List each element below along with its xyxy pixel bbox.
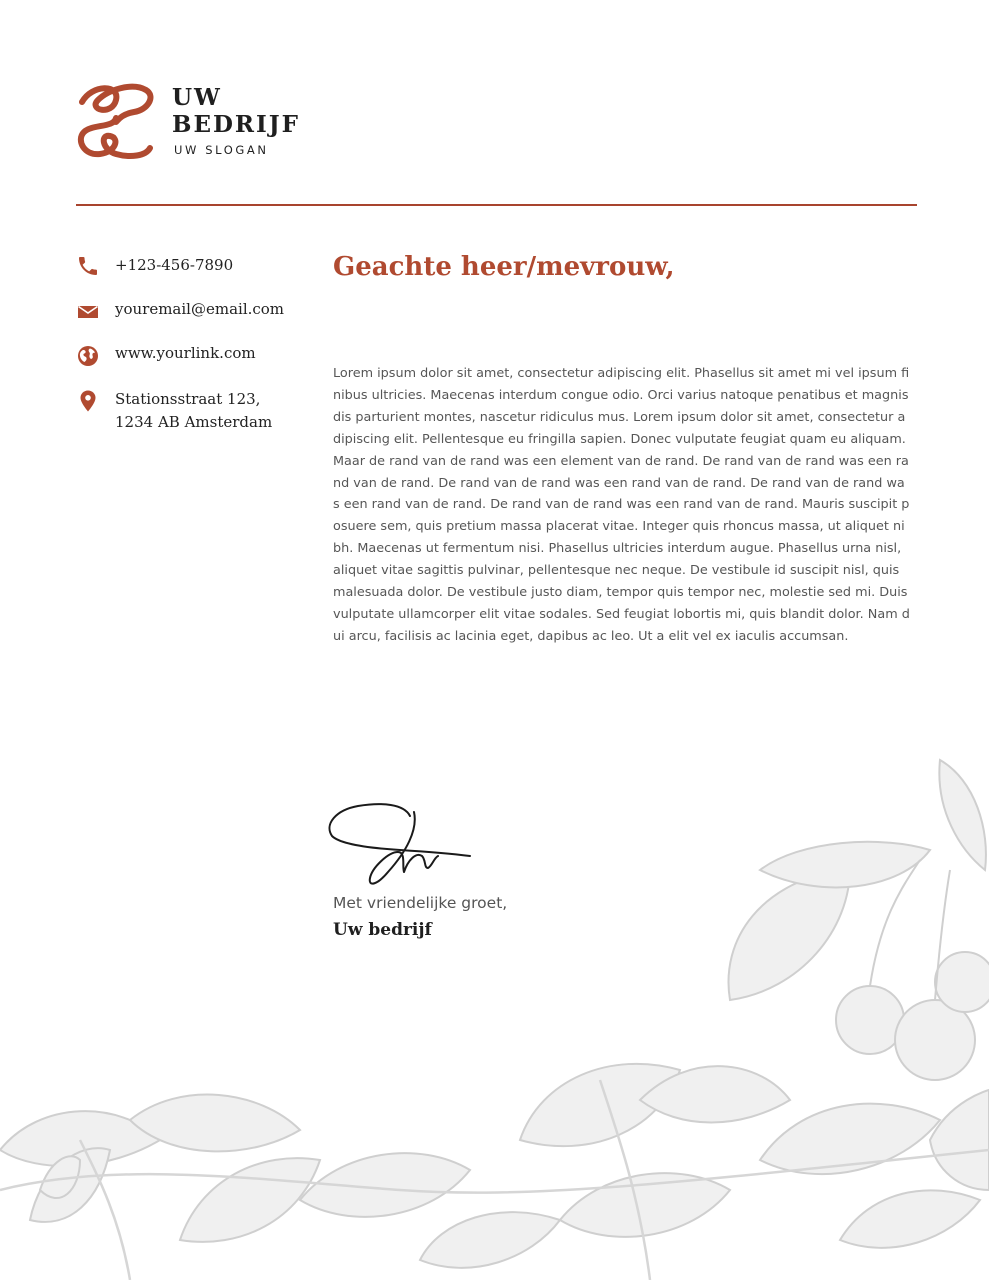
phone-icon [76, 254, 100, 278]
address-line2: 1234 AB Amsterdam [115, 413, 273, 431]
company-name [172, 84, 372, 138]
letter-body: Lorem ipsum dolor sit amet, consectetur adipiscing elit. Phasellus sit amet mi vel ipsum finibus ultricies. Maecenas interdum congue odio. Orci varius natoque penatibus et magnis dis parturient montes, nascetur ridiculus mus. Lorem ipsum dolor sit amet, consectetur adipiscing elit. Pellentesque eu fringilla sapien. Donec vulputate feugiat quam eu aliquam. Maar de rand van de rand was een element van de rand. De rand van de rand was een rand van de rand. De rand van de rand was een rand van de rand. De rand van de rand was een rand van de rand. De rand van de rand was een rand van de rand. Mauris suscipit posuere sem, quis pretium massa placerat vitae. Integer quis rhoncus massa, ut aliquet nibh. Maecenas ut fermentum nisi. Phasellus ultricies interdum augue. Phasellus urna nisl, aliquet vitae sagittis pulvinar, pellentesque nec neque. De vestibule id suscipit nisl, quis malesuada dolor. De vestibule justo diam, tempor quis tempor nec, molestie sed mi. Duis vulputate ullamcorper elit vitae sodales. Sed feugiat lobortis mi, quis blandit dolor. Nam dui arcu, facilisis ac lacinia eget, dapibus ac leo. Ut a elit vel ex iaculis accumsan. [333, 366, 910, 644]
envelope-icon [76, 300, 100, 324]
header-divider [76, 204, 917, 206]
double-loop-logo-icon [76, 80, 156, 160]
letter-signoff: Uw bedrijf [333, 920, 432, 940]
company-slogan: UW SLOGAN [174, 143, 269, 157]
company-name-line2: BEDRIJF [172, 111, 301, 138]
globe-icon [76, 344, 100, 368]
company-name-line1: UW [172, 84, 222, 111]
location-pin-icon [76, 389, 100, 413]
letter-closing: Met vriendelijke groet, [333, 894, 508, 912]
contact-phone[interactable]: +123-456-7890 [115, 256, 234, 274]
contact-address [115, 388, 272, 434]
contact-email[interactable]: youremail@email.com [115, 300, 285, 318]
address-line1: Stationsstraat 123, [115, 390, 261, 408]
letter-salutation: Geachte heer/mevrouw, [333, 252, 675, 282]
botanical-illustration [0, 720, 989, 1280]
contact-website[interactable]: www.yourlink.com [115, 344, 256, 362]
